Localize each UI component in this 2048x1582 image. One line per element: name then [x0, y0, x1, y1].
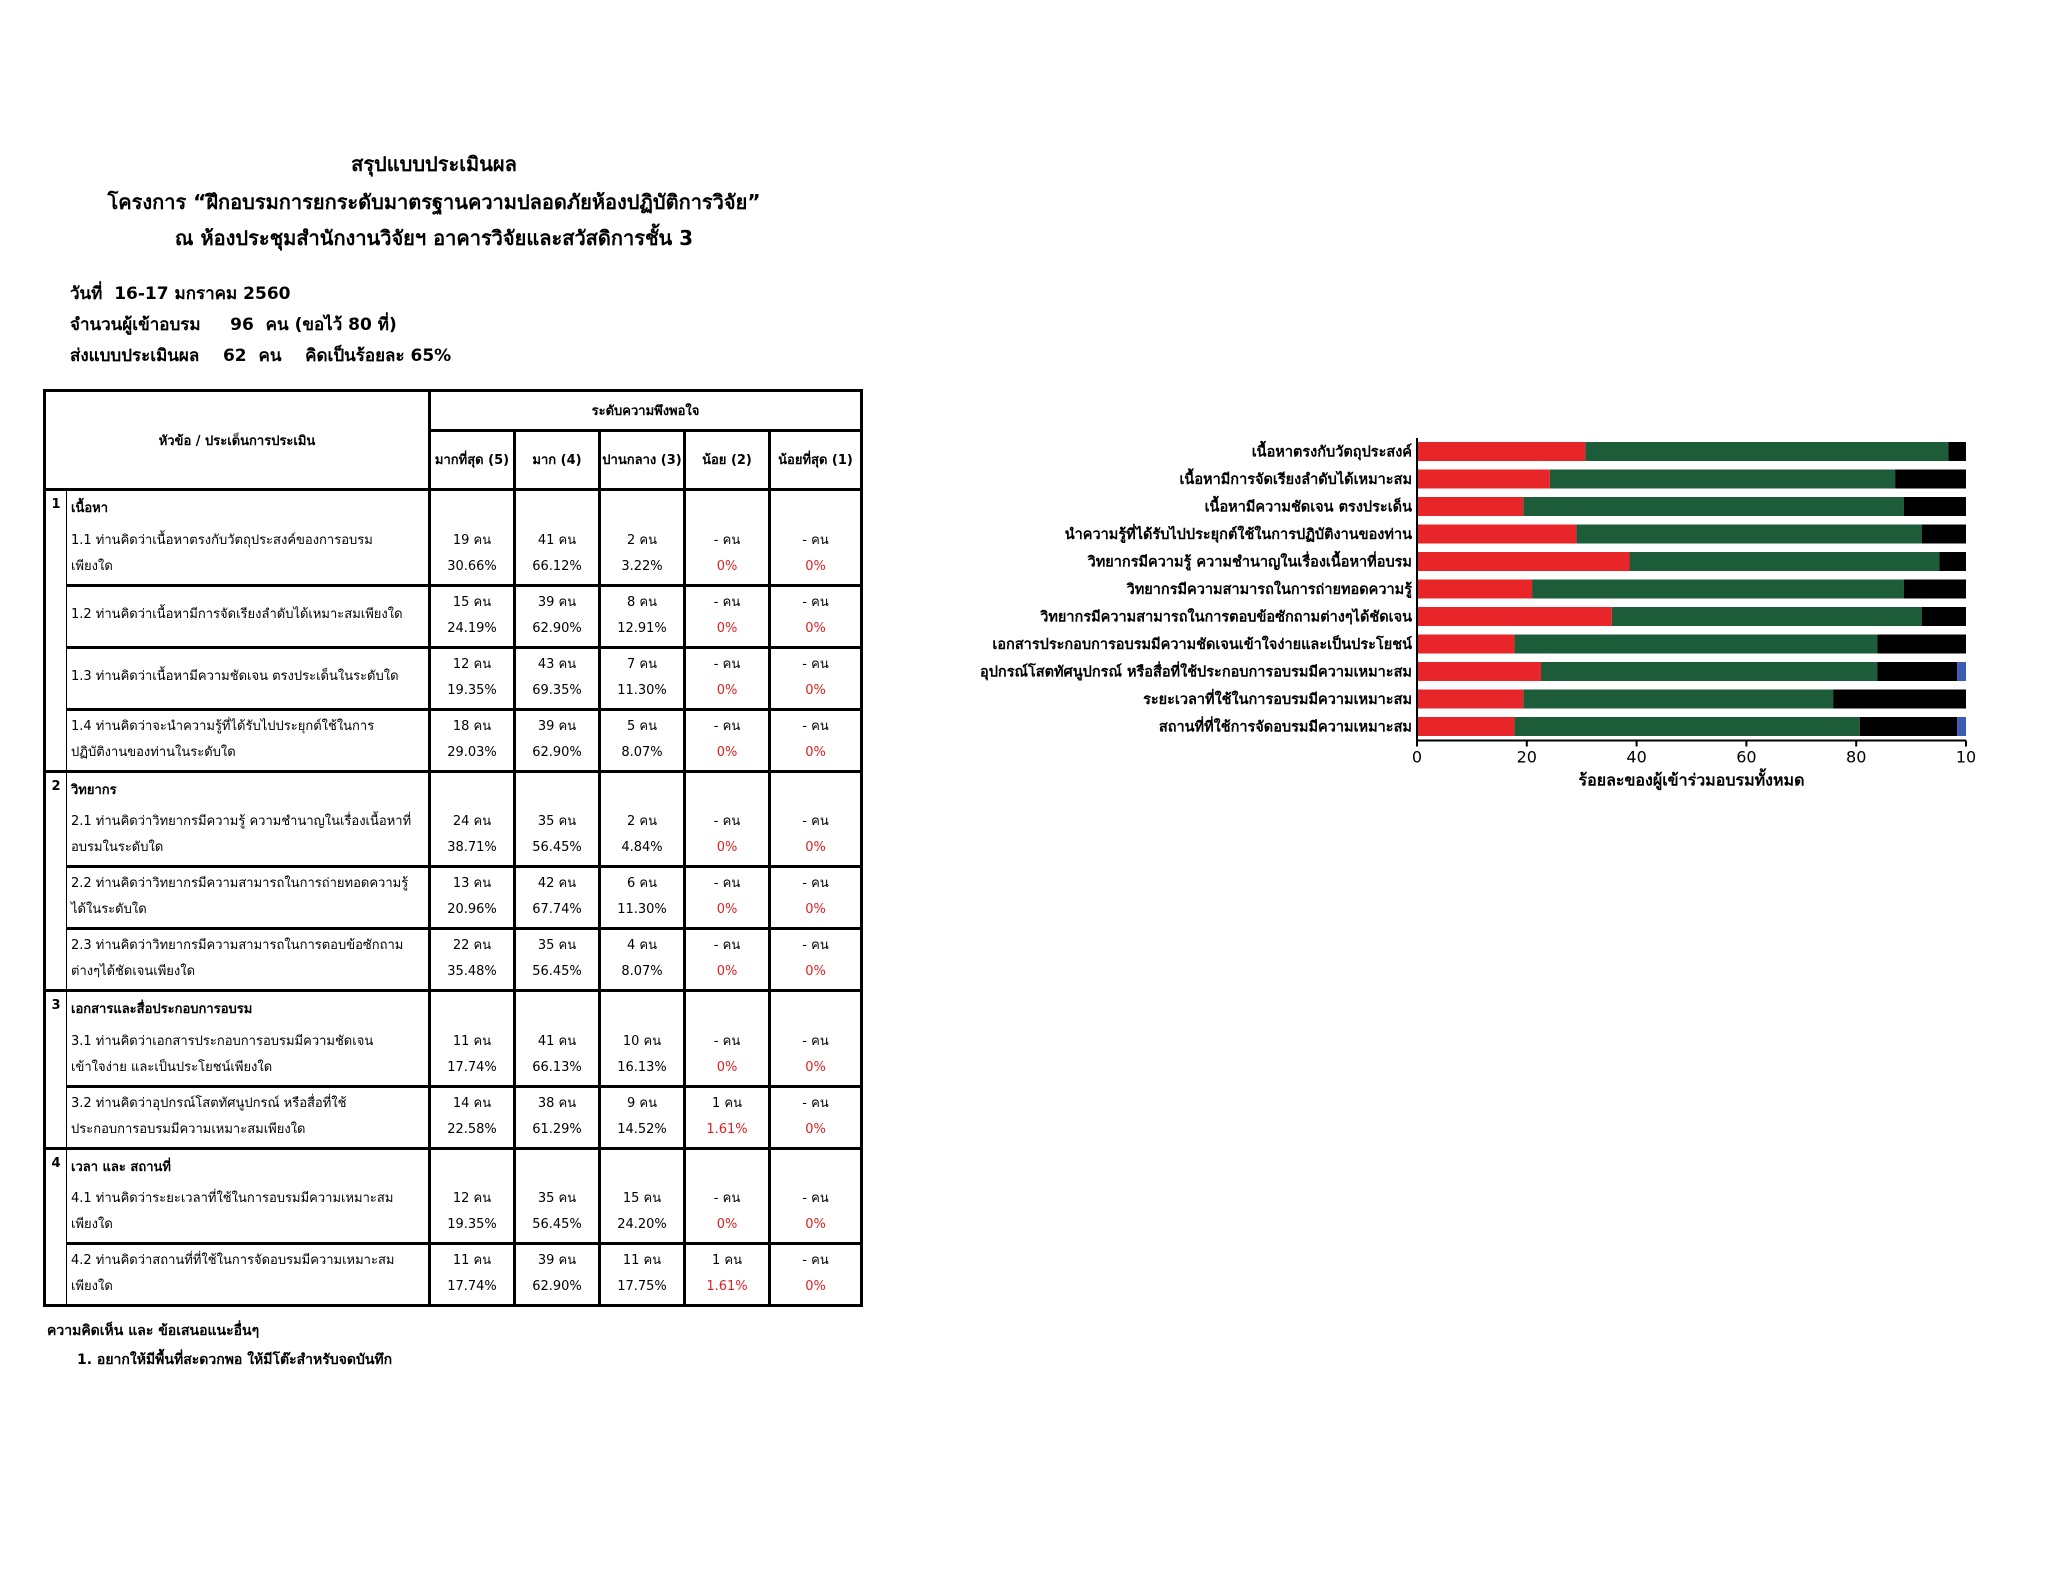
percent-value: 69.35%: [532, 682, 582, 698]
count-value: - คน: [802, 594, 829, 610]
level-header: มาก (4): [515, 430, 600, 489]
score-cell: [430, 867, 515, 929]
percent-value: 0%: [716, 902, 738, 917]
bar-segment: [1939, 552, 1966, 571]
count-value: 15 คน: [452, 594, 492, 610]
score-cell: [515, 1086, 600, 1148]
table-row: [45, 1086, 862, 1148]
question-text: 1.2 ท่านคิดว่าเนื้อหามีการจัดเรียงลำดับได้เหมาะสมเพียงใด: [67, 585, 430, 647]
blank-cell: [430, 490, 515, 524]
blank-cell: [685, 771, 770, 805]
percent-value: 35.48%: [447, 964, 497, 979]
score-cell: [430, 1086, 515, 1148]
evaluation-table: [43, 389, 863, 1307]
count-value: - คน: [802, 1033, 829, 1049]
score-cell: [600, 929, 685, 991]
count-value: - คน: [802, 532, 829, 548]
count-value: 39 คน: [537, 594, 577, 610]
count-value: - คน: [713, 1033, 741, 1049]
x-tick-label: 0: [1411, 747, 1423, 767]
score-cell: [515, 647, 600, 709]
percent-value: 0%: [716, 964, 738, 979]
count-value: 15 คน: [622, 1191, 662, 1206]
count-value: - คน: [713, 718, 741, 734]
x-tick-label: 20: [1516, 747, 1537, 767]
x-axis-label: ร้อยละของผู้เข้าร่วมอบรมทั้งหมด: [1578, 770, 1805, 790]
score-cell: [600, 1182, 685, 1244]
bar-segment: [1417, 607, 1612, 626]
score-cell: [515, 1244, 600, 1306]
bar-segment: [1922, 525, 1966, 544]
count-value: 12 คน: [452, 656, 492, 672]
percent-value: 19.35%: [447, 1217, 497, 1232]
table-row: [45, 523, 862, 585]
percent-value: 62.90%: [532, 1279, 582, 1294]
percent-value: 8.07%: [621, 964, 663, 979]
count-value: 42 คน: [537, 876, 577, 891]
percent-value: 0%: [716, 1059, 738, 1075]
venue-line: ณ ห้องประชุมสำนักงานวิจัยฯ อาคารวิจัยและสวัสดิการชั้น 3: [174, 226, 694, 250]
score-cell: [770, 1244, 862, 1306]
blank-cell: [515, 991, 600, 1025]
percent-value: 0%: [805, 1279, 826, 1294]
score-cell: [600, 1244, 685, 1306]
bar-segment: [1523, 497, 1904, 516]
score-cell: [770, 585, 862, 647]
score-cell: [600, 523, 685, 585]
score-cell: [600, 585, 685, 647]
report-title: สรุปแบบประเมินผล: [351, 152, 517, 176]
bar-segment: [1417, 552, 1630, 571]
section-number: 2: [45, 771, 67, 991]
percent-value: 62.90%: [532, 620, 582, 636]
percent-value: 56.45%: [532, 964, 582, 979]
count-value: - คน: [713, 938, 741, 953]
section-title: เอกสารและสื่อประกอบการอบรม: [67, 991, 430, 1025]
score-cell: [430, 647, 515, 709]
percent-value: 62.90%: [532, 744, 582, 760]
count-value: - คน: [802, 1253, 829, 1268]
score-cell: [770, 709, 862, 771]
blank-cell: [685, 1148, 770, 1182]
score-cell: [430, 523, 515, 585]
bar-segment: [1957, 662, 1966, 681]
table-row: [45, 1024, 862, 1086]
blank-cell: [685, 490, 770, 524]
score-cell: [515, 929, 600, 991]
percent-value: 30.66%: [447, 558, 497, 574]
count-value: 9 คน: [627, 1095, 657, 1111]
count-value: - คน: [713, 594, 741, 610]
blank-cell: [770, 991, 862, 1025]
topic-header: หัวข้อ / ประเด็นการประเมิน: [45, 391, 430, 490]
section-title: วิทยากร: [67, 771, 430, 805]
count-value: 39 คน: [537, 718, 577, 734]
category-label: เนื้อหามีการจัดเรียงลำดับได้เหมาะสม: [1179, 472, 1412, 488]
percent-value: 8.07%: [621, 744, 663, 760]
section-row: [45, 771, 862, 805]
score-cell: [515, 1182, 600, 1244]
table-body: [45, 490, 862, 1306]
category-label: เอกสารประกอบการอบรมมีความชัดเจนเข้าใจง่ายและเป็นประโยชน์: [992, 637, 1412, 653]
bar-segment: [1948, 442, 1966, 461]
blank-cell: [515, 771, 600, 805]
count-value: - คน: [802, 1095, 829, 1111]
percent-value: 0%: [716, 744, 738, 760]
comments-heading: ความคิดเห็น และ ข้อเสนอแนะอื่นๆ: [47, 1323, 260, 1339]
question-text: 2.3 ท่านคิดว่าวิทยากรมีความสามารถในการตอบข้อซักถาม ต่างๆได้ชัดเจนเพียงใด: [67, 929, 430, 991]
score-cell: [770, 647, 862, 709]
percent-value: 3.22%: [621, 558, 663, 574]
section-title: เวลา และ สถานที่: [67, 1148, 430, 1182]
count-value: 39 คน: [537, 1253, 577, 1268]
section-title: เนื้อหา: [67, 490, 430, 524]
bar-segment: [1417, 497, 1523, 516]
bar-segment: [1417, 690, 1523, 709]
bar-segment: [1514, 717, 1859, 736]
count-value: - คน: [802, 876, 829, 891]
percent-value: 12.91%: [617, 620, 667, 636]
percent-value: 11.30%: [617, 902, 667, 917]
count-value: 19 คน: [452, 532, 492, 548]
score-cell: [685, 647, 770, 709]
count-value: 1 คน: [712, 1095, 742, 1111]
category-label: วิทยากรมีความสามารถในการตอบข้อซักถามต่างๆได้ชัดเจน: [1040, 609, 1412, 626]
category-label: เนื้อหามีความชัดเจน ตรงประเด็น: [1204, 499, 1412, 516]
score-cell: [770, 1024, 862, 1086]
count-value: - คน: [802, 814, 829, 829]
bar-segment: [1417, 525, 1576, 544]
count-value: 11 คน: [622, 1253, 662, 1268]
percent-value: 67.74%: [532, 902, 582, 917]
score-cell: [430, 929, 515, 991]
score-cell: [685, 1024, 770, 1086]
score-cell: [600, 805, 685, 867]
percent-value: 0%: [805, 964, 826, 979]
blank-cell: [685, 991, 770, 1025]
count-value: 24 คน: [452, 814, 492, 829]
bar-segment: [1576, 525, 1921, 544]
blank-cell: [600, 991, 685, 1025]
question-text: 1.3 ท่านคิดว่าเนื้อหามีความชัดเจน ตรงประเด็นในระดับใด: [67, 647, 430, 709]
bar-segment: [1514, 635, 1877, 654]
score-cell: [515, 1024, 600, 1086]
count-value: - คน: [713, 656, 741, 672]
percent-value: 0%: [716, 840, 738, 855]
responses-line: ส่งแบบประเมินผล 62 คน คิดเป็นร้อยละ 65%: [70, 346, 452, 366]
bar-segment: [1895, 470, 1966, 489]
table-row: [45, 929, 862, 991]
score-cell: [430, 805, 515, 867]
percent-value: 0%: [805, 558, 826, 574]
score-cell: [685, 1244, 770, 1306]
question-text: 1.4 ท่านคิดว่าจะนำความรู้ที่ได้รับไปประยุกต์ใช้ในการ ปฏิบัติงานของท่านในระดับใด: [67, 709, 430, 771]
percent-value: 0%: [805, 840, 826, 855]
count-value: - คน: [713, 1191, 741, 1206]
score-cell: [685, 585, 770, 647]
score-cell: [600, 1024, 685, 1086]
percent-value: 24.20%: [617, 1217, 667, 1232]
count-value: 22 คน: [452, 938, 492, 953]
bar-segment: [1612, 607, 1922, 626]
percent-value: 20.96%: [447, 902, 497, 917]
question-text: 2.1 ท่านคิดว่าวิทยากรมีความรู้ ความชำนาญในเรื่องเนื้อหาที่ อบรมในระดับใด: [67, 805, 430, 867]
count-value: 41 คน: [537, 1033, 577, 1049]
question-text: 4.2 ท่านคิดว่าสถานที่ที่ใช้ในการจัดอบรมมีความเหมาะสม เพียงใด: [67, 1244, 430, 1306]
category-label: วิทยากรมีความสามารถในการถ่ายทอดความรู้: [1126, 582, 1412, 598]
table-row: [45, 867, 862, 929]
x-tick-label: 40: [1626, 747, 1647, 767]
section-row: [45, 490, 862, 524]
question-text: 3.2 ท่านคิดว่าอุปกรณ์โสตทัศนูปกรณ์ หรือสื่อที่ใช้ ประกอบการอบรมมีความเหมาะสมเพียงใด: [67, 1086, 430, 1148]
x-tick-label: 10: [1955, 747, 1977, 767]
bar-segment: [1417, 635, 1514, 654]
section-number: 1: [45, 490, 67, 772]
count-value: 18 คน: [452, 718, 492, 734]
percent-value: 56.45%: [532, 840, 582, 855]
bar-segment: [1523, 690, 1833, 709]
score-cell: [430, 1024, 515, 1086]
bar-segment: [1417, 470, 1550, 489]
section-number: 3: [45, 991, 67, 1149]
bar-segment: [1833, 690, 1966, 709]
score-cell: [770, 1182, 862, 1244]
percent-value: 0%: [805, 682, 826, 698]
score-cell: [685, 1182, 770, 1244]
bar-segment: [1417, 580, 1532, 599]
percent-value: 0%: [716, 682, 738, 698]
count-value: 38 คน: [537, 1095, 577, 1111]
percent-value: 0%: [805, 620, 826, 636]
score-cell: [685, 929, 770, 991]
score-cell: [430, 1244, 515, 1306]
score-cell: [600, 867, 685, 929]
percent-value: 56.45%: [532, 1217, 582, 1232]
level-header: น้อยที่สุด (1): [770, 430, 862, 489]
bar-segment: [1417, 442, 1585, 461]
count-value: 7 คน: [627, 656, 657, 672]
blank-cell: [600, 771, 685, 805]
score-cell: [685, 867, 770, 929]
count-value: - คน: [713, 876, 741, 891]
percent-value: 0%: [716, 558, 738, 574]
score-cell: [685, 1086, 770, 1148]
score-cell: [770, 929, 862, 991]
bar-segment: [1417, 717, 1514, 736]
percent-value: 24.19%: [447, 620, 497, 636]
score-cell: [685, 523, 770, 585]
percent-value: 66.13%: [532, 1059, 582, 1075]
count-value: 14 คน: [452, 1095, 492, 1111]
percent-value: 14.52%: [617, 1121, 667, 1137]
score-cell: [770, 523, 862, 585]
date-line: วันที่ 16-17 มกราคม 2560: [70, 284, 291, 304]
level-header: น้อย (2): [685, 430, 770, 489]
percent-value: 11.30%: [617, 682, 667, 698]
table-row: [45, 647, 862, 709]
question-text: 1.1 ท่านคิดว่าเนื้อหาตรงกับวัตถุประสงค์ของการอบรม เพียงใด: [67, 523, 430, 585]
count-value: - คน: [802, 1191, 829, 1206]
x-tick-label: 60: [1736, 747, 1757, 767]
bar-segment: [1417, 662, 1541, 681]
count-value: - คน: [713, 814, 741, 829]
percent-value: 17.75%: [617, 1279, 667, 1294]
score-cell: [600, 709, 685, 771]
percent-value: 4.84%: [621, 840, 663, 855]
percent-value: 38.71%: [447, 840, 497, 855]
score-cell: [685, 805, 770, 867]
count-value: 35 คน: [537, 938, 577, 953]
bar-segment: [1957, 717, 1966, 736]
score-cell: [430, 1182, 515, 1244]
score-cell: [515, 709, 600, 771]
bar-segment: [1585, 442, 1948, 461]
table-row: [45, 585, 862, 647]
x-tick-label: 80: [1846, 747, 1867, 767]
score-cell: [515, 585, 600, 647]
category-label: อุปกรณ์โสตทัศนูปกรณ์ หรือสื่อที่ใช้ประกอบการอบรมมีความเหมาะสม: [980, 664, 1412, 681]
blank-cell: [600, 490, 685, 524]
table-row: [45, 805, 862, 867]
score-cell: [770, 1086, 862, 1148]
bar-segment: [1877, 662, 1957, 681]
count-value: 10 คน: [622, 1033, 662, 1049]
blank-cell: [515, 490, 600, 524]
count-value: 2 คน: [627, 532, 657, 548]
bar-segment: [1904, 497, 1966, 516]
percent-value: 0%: [716, 620, 738, 636]
question-text: 4.1 ท่านคิดว่าระยะเวลาที่ใช้ในการอบรมมีความเหมาะสม เพียงใด: [67, 1182, 430, 1244]
count-value: 8 คน: [627, 594, 657, 610]
percent-value: 0%: [805, 902, 826, 917]
score-cell: [430, 585, 515, 647]
percent-value: 0%: [805, 1121, 826, 1137]
count-value: 35 คน: [537, 1191, 577, 1206]
blank-cell: [600, 1148, 685, 1182]
score-cell: [515, 523, 600, 585]
count-value: 43 คน: [537, 656, 577, 672]
table-row: [45, 1182, 862, 1244]
score-cell: [600, 1086, 685, 1148]
percent-value: 17.74%: [447, 1059, 497, 1075]
question-text: 2.2 ท่านคิดว่าวิทยากรมีความสามารถในการถ่ายทอดความรู้ ได้ในระดับใด: [67, 867, 430, 929]
satisfaction-header: ระดับความพึงพอใจ: [430, 391, 862, 431]
percent-value: 1.61%: [706, 1279, 748, 1294]
count-value: 13 คน: [452, 876, 492, 891]
count-value: 5 คน: [627, 718, 657, 734]
bar-segment: [1922, 607, 1966, 626]
percent-value: 61.29%: [532, 1121, 582, 1137]
percent-value: 0%: [805, 1059, 826, 1075]
percent-value: 29.03%: [447, 744, 497, 760]
count-value: 2 คน: [627, 814, 657, 829]
level-header: มากที่สุด (5): [430, 430, 515, 489]
score-cell: [770, 867, 862, 929]
count-value: 1 คน: [712, 1253, 742, 1268]
bar-segment: [1630, 552, 1940, 571]
project-title: โครงการ “ฝึกอบรมการยกระดับมาตรฐานความปลอดภัยห้องปฏิบัติการวิจัย”: [107, 190, 761, 214]
section-number: 4: [45, 1148, 67, 1306]
count-value: - คน: [713, 532, 741, 548]
percent-value: 16.13%: [617, 1059, 667, 1075]
percent-value: 22.58%: [447, 1121, 497, 1137]
level-header: ปานกลาง (3): [600, 430, 685, 489]
count-value: 4 คน: [627, 938, 657, 953]
blank-cell: [430, 771, 515, 805]
bar-segment: [1860, 717, 1957, 736]
count-value: - คน: [802, 938, 829, 953]
blank-cell: [430, 991, 515, 1025]
comment-item: 1. อยากให้มีพื้นที่สะดวกพอ ให้มีโต๊ะสำหรับจดบันทึก: [77, 1352, 393, 1368]
count-value: 11 คน: [452, 1033, 492, 1049]
count-value: 12 คน: [452, 1191, 492, 1206]
blank-cell: [770, 1148, 862, 1182]
count-value: - คน: [802, 656, 829, 672]
count-value: 11 คน: [452, 1253, 492, 1268]
score-cell: [770, 805, 862, 867]
score-cell: [430, 709, 515, 771]
bar-segment: [1550, 470, 1895, 489]
question-text: 3.1 ท่านคิดว่าเอกสารประกอบการอบรมมีความชัดเจน เข้าใจง่าย และเป็นประโยชน์เพียงใด: [67, 1024, 430, 1086]
category-label: สถานที่ที่ใช้การจัดอบรมมีความเหมาะสม: [1158, 719, 1412, 736]
percent-value: 0%: [716, 1217, 738, 1232]
count-value: 35 คน: [537, 814, 577, 829]
score-cell: [600, 647, 685, 709]
count-value: 6 คน: [627, 876, 657, 891]
table-row: [45, 1244, 862, 1306]
percent-value: 0%: [805, 744, 826, 760]
blank-cell: [770, 771, 862, 805]
bar-segment: [1532, 580, 1904, 599]
satisfaction-chart: [900, 425, 2000, 825]
score-cell: [685, 709, 770, 771]
section-row: [45, 1148, 862, 1182]
blank-cell: [430, 1148, 515, 1182]
bar-segment: [1904, 580, 1966, 599]
percent-value: 0%: [805, 1217, 826, 1232]
category-label: วิทยากรมีความรู้ ความชำนาญในเรื่องเนื้อหาที่อบรม: [1087, 554, 1412, 571]
count-value: 41 คน: [537, 532, 577, 548]
section-row: [45, 991, 862, 1025]
bar-segment: [1541, 662, 1877, 681]
percent-value: 66.12%: [532, 558, 582, 574]
bar-segment: [1877, 635, 1966, 654]
blank-cell: [515, 1148, 600, 1182]
category-label: เนื้อหาตรงกับวัตถุประสงค์: [1251, 444, 1412, 461]
score-cell: [515, 805, 600, 867]
percent-value: 1.61%: [706, 1121, 748, 1137]
percent-value: 17.74%: [447, 1279, 497, 1294]
category-label: นำความรู้ที่ได้รับไปประยุกต์ใช้ในการปฏิบัติงานของท่าน: [1064, 527, 1412, 543]
blank-cell: [770, 490, 862, 524]
score-cell: [515, 867, 600, 929]
table-row: [45, 709, 862, 771]
percent-value: 19.35%: [447, 682, 497, 698]
count-value: - คน: [802, 718, 829, 734]
attendees-line: จำนวนผู้เข้าอบรม 96 คน (ขอไว้ 80 ที่): [70, 315, 397, 335]
category-label: ระยะเวลาที่ใช้ในการอบรมมีความเหมาะสม: [1143, 692, 1412, 708]
